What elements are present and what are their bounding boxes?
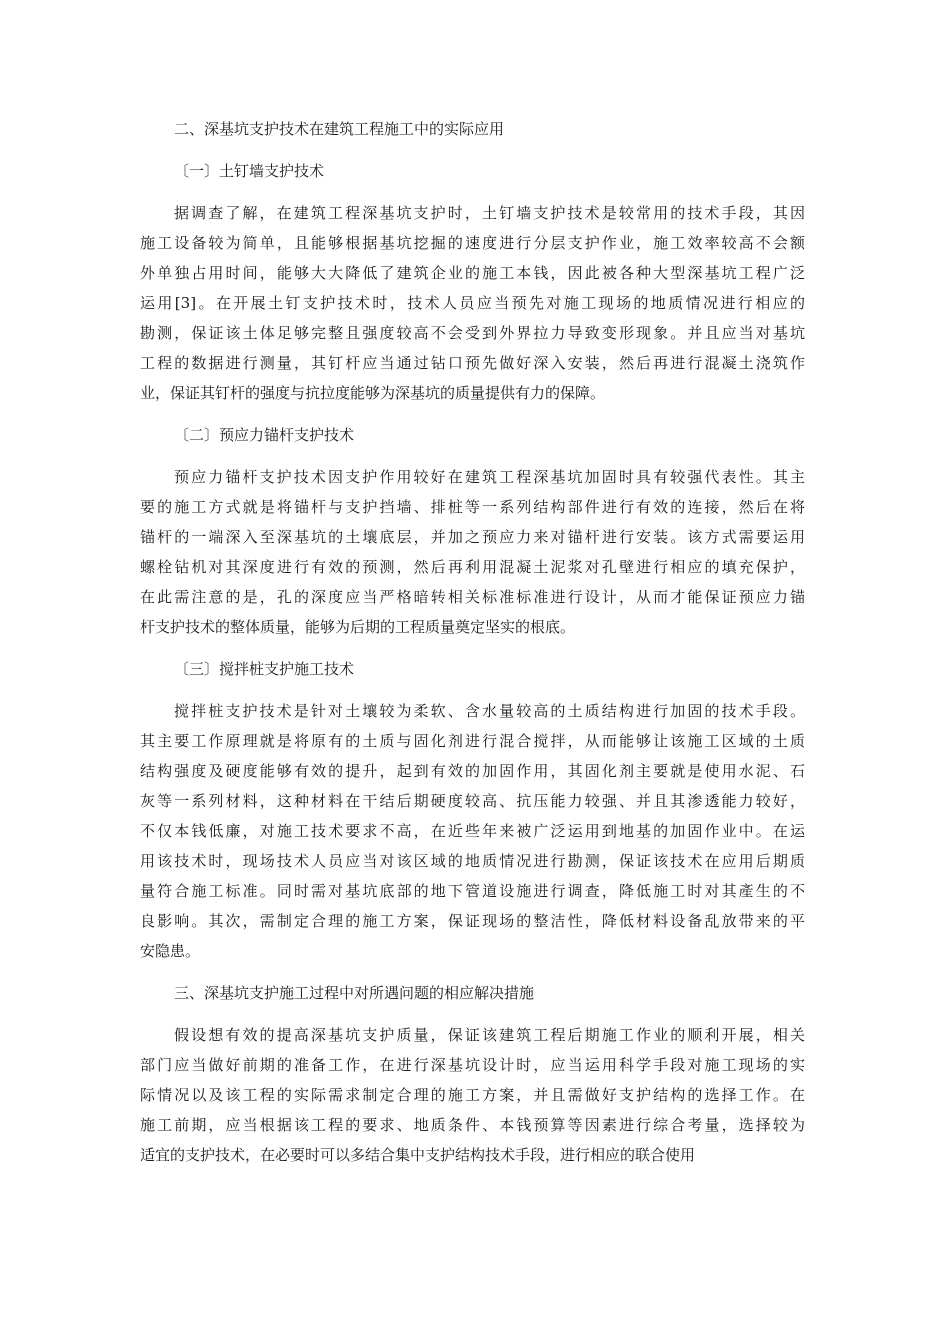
paragraph-line: 用该技术时，现场技术人员应当对该区域的地质情况进行勘测，保证该技术在应用后期质 (140, 852, 805, 870)
paragraph-line: 量符合施工标准。同时需对基坑底部的地下管道设施进行调查，降低施工时对其產生的不 (140, 882, 805, 900)
document-body (140, 114, 805, 1170)
paragraph-line: 搅拌桩支护技术是针对土壤较为柔软、含水量较高的土质结构进行加固的技术手段。 (174, 702, 805, 720)
spacer (140, 186, 805, 198)
paragraph-soil-nail-wall (140, 198, 805, 408)
paragraph-line: 假设想有效的提高深基坑支护质量，保证该建筑工程后期施工作业的顺利开展，相关 (174, 1026, 805, 1044)
spacer (140, 450, 805, 462)
paragraph-line: 不仅本钱低廉，对施工技术要求不高，在近些年来被广泛运用到地基的加固作业中。在运 (140, 822, 805, 840)
paragraph-line: 适宜的支护技术，在必要时可以多结合集中支护结构技术手段，进行相应的联合使用 (140, 1146, 696, 1164)
paragraph-line: 据调查了解，在建筑工程深基坑支护时，土钉墙支护技术是较常用的技术手段，其因 (174, 204, 805, 222)
paragraph-line: 施工设备较为简单，且能够根据基坑挖掘的速度进行分层支护作业，施工效率较高不会额 (140, 234, 805, 252)
paragraph-line: 锚杆的一端深入至深基坑的土壤底层，并加之预应力来对锚杆进行安装。该方式需要运用 (140, 528, 805, 546)
paragraph-line: 结构强度及硬度能够有效的提升，起到有效的加固作用，其固化剂主要就是使用水泥、石 (140, 762, 805, 780)
spacer (140, 144, 805, 156)
spacer (140, 684, 805, 696)
paragraph-line: 外单独占用时间，能够大大降低了建筑企业的施工本钱，因此被各种大型深基坑工程广泛 (140, 264, 805, 282)
paragraph-line: 安隐患。 (140, 942, 201, 960)
paragraph-line: 部门应当做好前期的准备工作，在进行深基坑设计时，应当运用科学手段对施工现场的实 (140, 1056, 805, 1074)
paragraph-line: 螺栓钻机对其深度进行有效的预测，然后再利用混凝土泥浆对孔壁进行相应的填充保护， (140, 558, 805, 576)
section-heading-applications: 二、深基坑支护技术在建筑工程施工中的实际应用 (174, 120, 505, 138)
paragraph-line: 杆支护技术的整体质量，能够为后期的工程质量奠定坚实的根底。 (140, 618, 576, 636)
paragraph-line: 工程的数据进行测量，其钉杆应当通过钻口预先做好深入安装，然后再进行混凝土浇筑作 (140, 354, 805, 372)
subsection-heading-soil-nail-wall: 〔一〕土钉墙支护技术 (174, 162, 325, 180)
paragraph-line: 预应力锚杆支护技术因支护作用较好在建筑工程深基坑加固时具有较强代表性。其主 (174, 468, 805, 486)
paragraph-line: 际情况以及该工程的实际需求制定合理的施工方案，并且需做好支护结构的选择工作。在 (140, 1086, 805, 1104)
paragraph-line: 运用[3]。在开展土钉支护技术时，技术人员应当预先对施工现场的地质情况进行相应的 (140, 294, 805, 312)
paragraph-line: 其主要工作原理就是将原有的土质与固化剂进行混合搅拌，从而能够让该施工区域的土质 (140, 732, 805, 750)
paragraph-solutions (140, 1020, 805, 1170)
section-heading-solutions: 三、深基坑支护施工过程中对所遇问题的相应解决措施 (174, 984, 535, 1002)
spacer (140, 966, 805, 978)
subsection-heading-prestressed-anchor: 〔二〕预应力锚杆支护技术 (174, 426, 355, 444)
paragraph-line: 业，保证其钉杆的强度与抗拉度能够为深基坑的质量提供有力的保障。 (140, 384, 606, 402)
subsection-heading-mixing-pile: 〔三〕搅拌桩支护施工技术 (174, 660, 355, 678)
paragraph-line: 要的施工方式就是将锚杆与支护挡墙、排桩等一系列结构部件进行有效的连接，然后在将 (140, 498, 805, 516)
paragraph-line: 勘测，保证该土体足够完整且强度较高不会受到外界拉力导致变形现象。并且应当对基坑 (140, 324, 805, 342)
paragraph-prestressed-anchor (140, 462, 805, 642)
paragraph-line: 在此需注意的是，孔的深度应当严格暗转相关标准标准进行设计，从而才能保证预应力锚 (140, 588, 805, 606)
paragraph-line: 良影响。其次，需制定合理的施工方案，保证现场的整洁性，降低材料设备乱放带来的平 (140, 912, 805, 930)
spacer (140, 408, 805, 420)
spacer (140, 1008, 805, 1020)
paragraph-mixing-pile (140, 696, 805, 966)
paragraph-line: 灰等一系列材料，这种材料在干结后期硬度较高、抗压能力较强、并且其渗透能力较好， (140, 792, 805, 810)
paragraph-line: 施工前期，应当根据该工程的要求、地质条件、本钱预算等因素进行综合考量，选择较为 (140, 1116, 805, 1134)
spacer (140, 642, 805, 654)
